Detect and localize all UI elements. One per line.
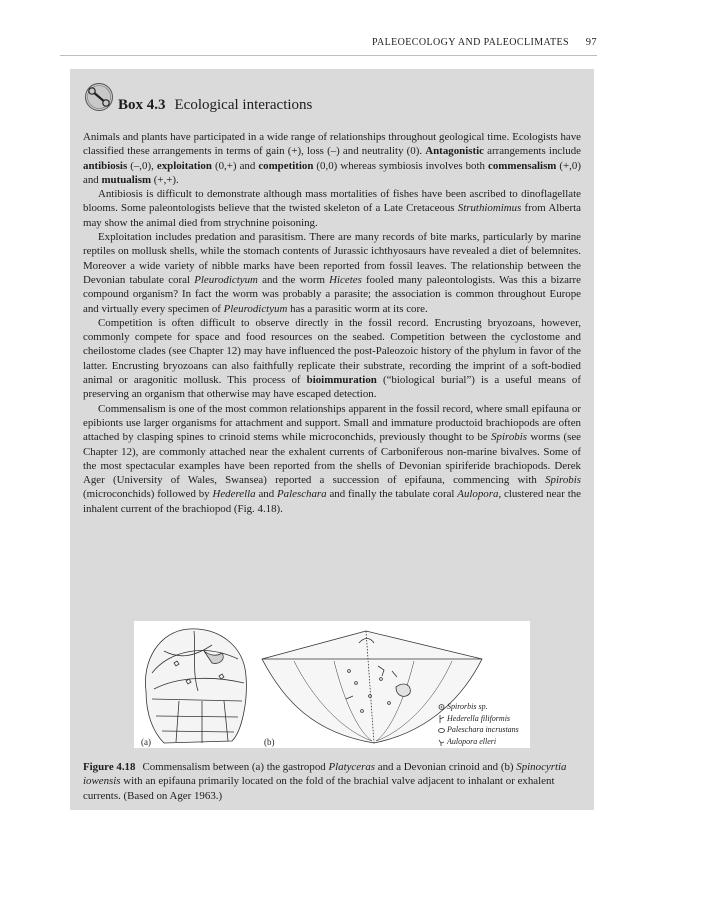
paragraph-competition: Competition is often difficult to observe directly in the fossil record. Encrusting bryozoans, however, commonly compete for space and food resources on the seabed. Competition between the cyclostome and cheilostome clades (see Chapter 12) may have influenced the post-Paleozoic history of the phylum in favor of the latter. Encrusting bryozoans can also faithfully replicate their substrate, recording the imprint of a soft-bodied animal or aragonitic mollusk. This process of bioimmuration (“biological burial”) is a useful means of preserving an organism that otherwise may have escaped detection. xyxy=(83,316,581,401)
italic-term: Struthiomimus xyxy=(457,202,522,215)
legend-item: Paleschara incrustans xyxy=(438,724,519,736)
running-head xyxy=(60,37,597,53)
branch-icon xyxy=(438,715,445,723)
spiral-icon xyxy=(438,703,445,711)
legend-item: Aulopora elleri xyxy=(438,736,519,748)
gastropod-crinoid-drawing xyxy=(145,629,246,743)
figure-number: Figure 4.18 xyxy=(83,761,136,773)
italic-term: Platyceras xyxy=(328,761,376,773)
paragraph-commensalism: Commensalism is one of the most common relationships apparent in the fossil record, where small epifauna or epibionts use larger organisms for attachment and support. Small and immature productoid brachiopods are often attached by clasping spines to crinoid stems while microconchids, previously thought to be Spirobis worms (see Chapter 12), are commonly attached near the exhalent currents of Carboniferous non-marine bivalves. Some of the most spectacular examples have been reported from the shells of Devonian spiriferide brachiopods. Derek Ager (University of Wales, Swansea) reported a succession of epifauna, commencing with Spirobis (microconchids) followed by Hederella and Paleschara and finally the tabulate coral Aulopora, clustered near the inhalent current of the brachiopod (Fig. 4.18). xyxy=(83,402,582,515)
figure-caption xyxy=(83,760,581,803)
italic-term: Spirobis xyxy=(491,431,528,444)
encrusting-icon xyxy=(438,726,445,734)
running-title: PALEOECOLOGY AND PALEOCLIMATES xyxy=(371,37,569,48)
bold-term: mutualism xyxy=(101,173,152,186)
italic-term: Spirobis xyxy=(545,474,581,487)
paragraph-exploitation: Exploitation includes predation and parasitism. There are many records of bite marks, particularly by marine reptiles on mollusk shells, while the stomach contents of Jurassic ichthyosaurs have revealed a diet of belemnites. Moreover a wide variety of nibble marks have been reported from fossil leaves. The relationship between the Devonian tabulate coral Pleurodictyum and the worm Hicetes fooled many paleontologists. Was this a bizarre compound organism? In fact the worm was probably a parasite; the association is common throughout Europe and virtually every specimen of Pleurodictyum has a parasitic worm at its core. xyxy=(83,231,581,315)
figure-legend xyxy=(438,701,519,747)
bold-term: commensalism xyxy=(488,159,557,172)
box-label: Box 4.3 xyxy=(118,97,166,113)
italic-term: Pleurodictyum xyxy=(223,302,288,315)
caption-text: Commensalism between (a) the gastropod Platyceras and a Devonian crinoid and (b) Spinocyrtia iowensis with an epifauna primarily located on the fold of the brachial valve adjacent to inhalant or exhalent currents. (Based on Ager 1963.) xyxy=(83,761,567,802)
bold-term: Antagonistic xyxy=(425,145,484,158)
bold-term: bioimmuration xyxy=(306,374,377,387)
header-rule xyxy=(60,55,597,56)
italic-term: Aulopora xyxy=(457,488,499,501)
figure-4-18 xyxy=(134,621,530,748)
paragraph-intro: Animals and plants have participated in a wide range of relationships throughout geological time. Ecologists have classified these arrangements in terms of gain (+), loss (–) and neutrality (0). Antagonistic arrangements include antibiosis (–,0), exploitation (0,+) and competition (0,0) whereas symbiosis involves both commensalism (+,0) and mutualism (+,+). xyxy=(83,131,581,186)
box-title xyxy=(118,97,312,114)
panel-b-label: (b) xyxy=(264,737,275,747)
legend-item: Spirorbis sp. xyxy=(438,701,519,713)
italic-term: Spinocyrtia iowensis xyxy=(83,761,567,788)
box-body xyxy=(83,130,581,516)
page-number: 97 xyxy=(585,37,597,48)
bold-term: exploitation xyxy=(156,159,212,172)
italic-term: Hederella xyxy=(212,488,256,501)
box-4-3 xyxy=(70,69,594,810)
wrench-icon xyxy=(84,82,114,112)
panel-a-label: (a) xyxy=(141,737,151,747)
coral-icon xyxy=(438,738,445,746)
legend-item: Hederella filiformis xyxy=(438,713,519,725)
bold-term: antibiosis xyxy=(83,159,128,172)
italic-term: Pleurodictyum xyxy=(194,273,258,286)
italic-term: Hicetes xyxy=(329,273,362,286)
box-heading: Ecological interactions xyxy=(174,97,313,113)
paragraph-antibiosis: Antibiosis is difficult to demonstrate although mass mortalities of fishes have been ascribed to dinoflagellate blooms. Some paleontologists believe that the twisted skeleton of a Late Cretaceous Struthiomimus from Alberta may show the animal died from strychnine poisoning. xyxy=(83,188,581,229)
italic-term: Paleschara xyxy=(277,488,327,501)
bold-term: competition xyxy=(258,159,314,172)
